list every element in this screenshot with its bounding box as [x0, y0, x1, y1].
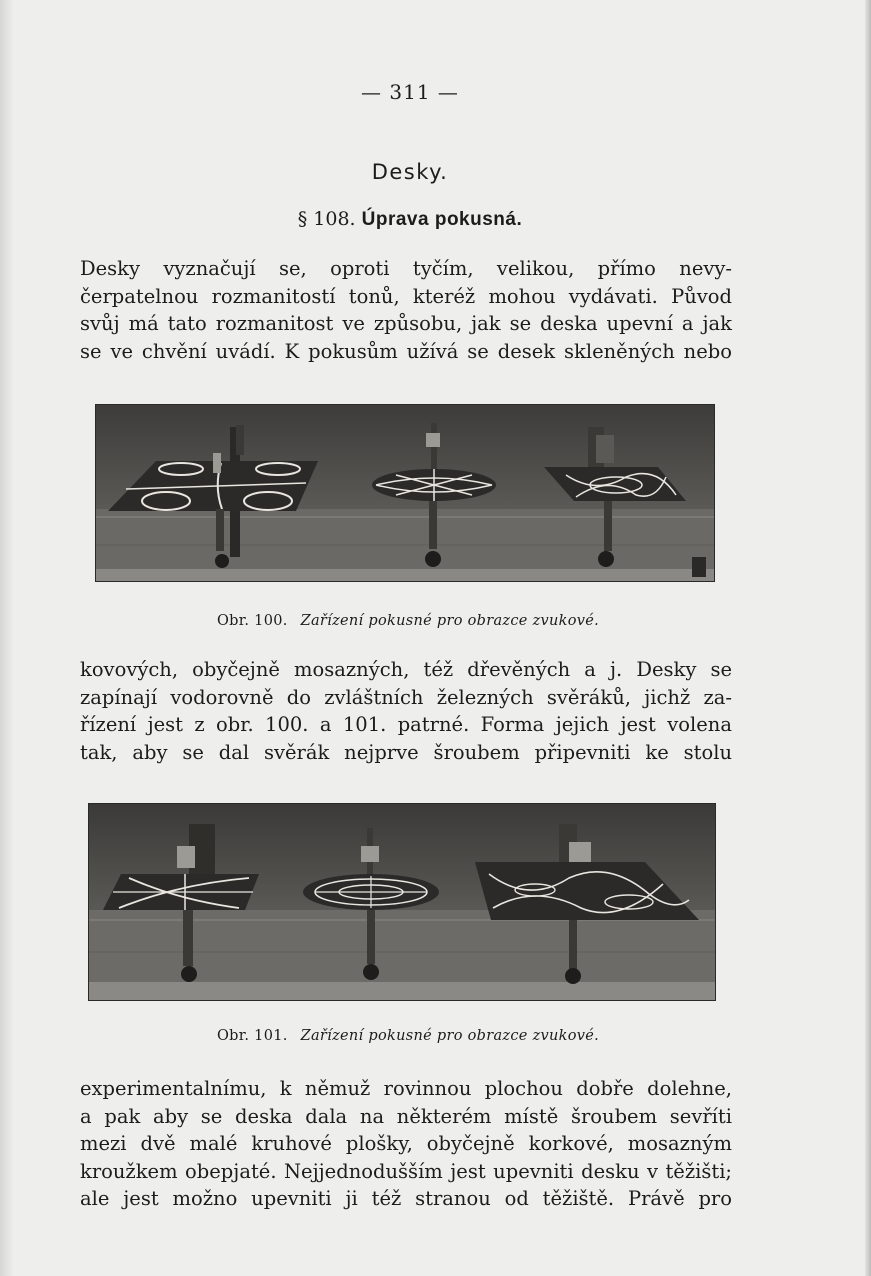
figure-100-illustration: [96, 405, 714, 581]
section-subtitle: Úprava pokusná.: [361, 209, 523, 230]
text-line: čerpatelnou rozmanitostí tonů, kteréž mohou vydávati. Původ: [80, 284, 732, 308]
page-left-edge: [0, 0, 14, 1276]
figure-101-caption-text: Zařízení pokusné pro obrazce zvukové.: [300, 1028, 600, 1044]
paragraph-1: [80, 255, 732, 365]
figure-100-caption-text: Zařízení pokusné pro obrazce zvukové.: [300, 613, 600, 629]
paragraph-3: [80, 1075, 732, 1213]
text-line: řízení jest z obr. 100. a 101. patrné. Forma jejich jest volena: [80, 713, 732, 736]
section-heading: [0, 208, 820, 231]
text-line: kroužkem obepjaté. Nejjednodušším jest upevniti desku v těžišti;: [80, 1159, 732, 1183]
text-line: a pak aby se deska dala na některém místě šroubem sevříti: [80, 1104, 732, 1128]
section-number: 108.: [313, 208, 356, 230]
text-line: ale jest možno upevniti ji též stranou od těžiště. Právě pro: [80, 1187, 732, 1210]
text-line: experimentalnímu, k němuž rovinnou plochou dobře dolehne,: [80, 1077, 732, 1100]
text-line: se ve chvění uvádí. K pokusům užívá se desek skleněných nebo: [80, 339, 732, 363]
paragraph-2: [80, 656, 732, 766]
figure-100-photo: [95, 404, 715, 582]
text-line: svůj má tato rozmanitost ve způsobu, jak se deska upevní a jak: [80, 312, 732, 335]
figure-101-caption: [0, 1028, 816, 1044]
text-line: zapínají vodorovně do zvláštních železných svěráků, jichž za-: [80, 685, 732, 709]
figure-101-photo: [88, 803, 716, 1001]
figure-101-illustration: [89, 804, 715, 1000]
table-bottom: [89, 982, 715, 1000]
text-line: kovových, obyčejně mosazných, též dřevěných a j. Desky se: [80, 658, 732, 681]
text-line: mezi dvě malé kruhové plošky, obyčejně korkové, mosazným: [80, 1132, 732, 1155]
paragraph-sign: §: [297, 208, 308, 230]
table-bottom: [96, 569, 714, 581]
figure-100-caption: [0, 613, 816, 629]
text-line: tak, aby se dal svěrák nejprve šroubem připevniti ke stolu: [80, 740, 732, 764]
figure-101-label: Obr. 101.: [216, 1028, 288, 1044]
page-right-edge: [865, 0, 871, 1276]
figure-100-label: Obr. 100.: [216, 613, 288, 629]
page-number: — 311 —: [361, 80, 459, 104]
text-line: Desky vyznačují se, oproti tyčím, velikou, přímo nevy-: [80, 257, 732, 280]
section-title: Desky.: [371, 160, 449, 184]
